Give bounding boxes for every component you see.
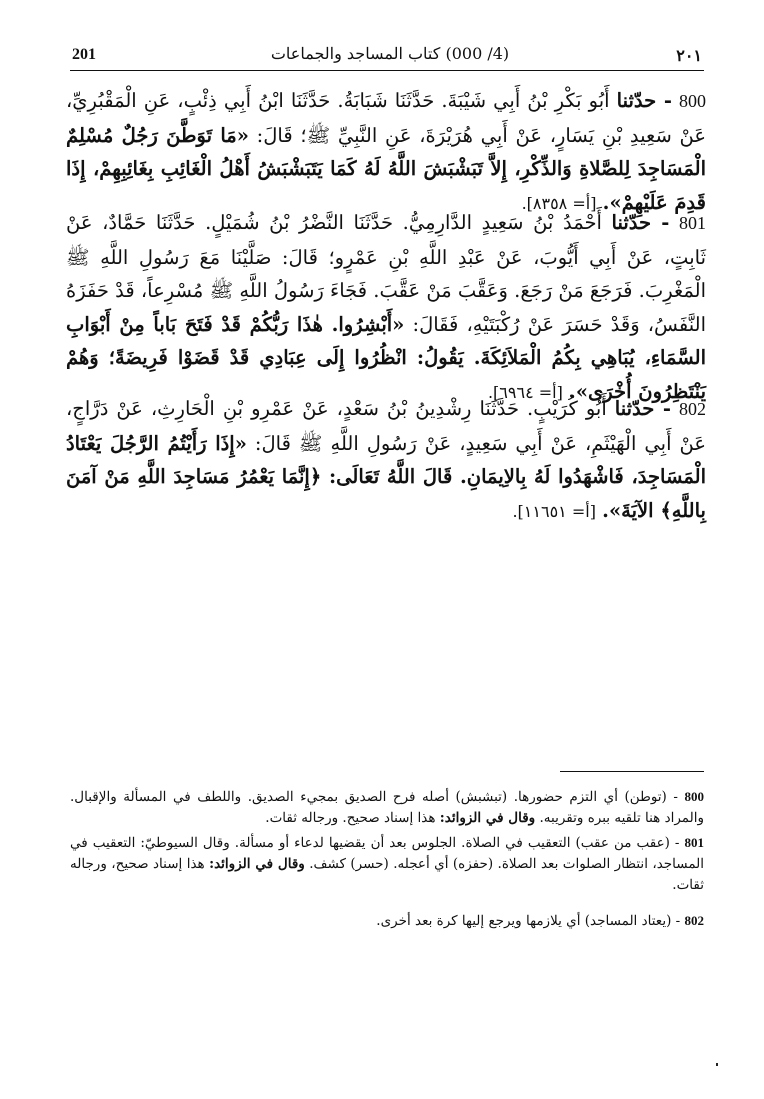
page-header <box>70 40 704 71</box>
hadith-800 <box>66 84 706 220</box>
hadith-801 <box>66 206 706 409</box>
hadith-number: 800 <box>679 91 706 111</box>
hadith-number: 802 <box>678 399 706 419</box>
footnote-zawaid-text: هذا إسناد صحيح. ورجاله ثقات. <box>265 810 436 826</box>
footnote-text: - (توطن) أي التزم حضورها. (تبشبش) أصله فرح الصديق بمجيء الصديق. واللطف في المسألة والإقبال. والمراد هنا تلقيه ببره وتقريبه. <box>70 789 704 826</box>
footnote-number: 800 <box>684 789 705 804</box>
scan-speck <box>716 1063 718 1066</box>
hadith-lead: - حدّثنا <box>614 397 671 420</box>
hadith-matn: «مَا تَوَطَّنَ رَجُلٌ مُسْلِمٌ الْمَسَاجِدَ لِلصَّلاةِ وَالذِّكْرِ، إِلاَّ تَبَشْبَشَ اللَّهُ لَهُ كَمَا يَتَبَشْبَشُ أَهْلُ الْغَائِبِ بِغَائِبِهِمْ، إِذَا قَدِمَ عَلَيْهِمْ». <box>66 123 706 214</box>
hadith-number: 801 <box>679 213 706 233</box>
footnote-text: - (يعتاد المساجد) أي يلازمها ويرجع إليها كرة بعد أخرى. <box>376 913 681 929</box>
running-title: (4/ 000) كتاب المساجد والجماعات <box>270 44 510 63</box>
hadith-lead: - حدّثنا <box>611 211 670 234</box>
footnote-zawaid-text: هذا إسناد صحيح، ورجاله ثقات. <box>70 856 704 893</box>
hadith-isnad: أَبُو بَكْرِ بْنُ أَبِي شَيْبَةَ. حَدَّثَنَا شَبَابَةُ. حَدَّثَنَا ابْنُ أَبِي ذِئْبٍ، عَنِ الْمَقْبُرِيِّ، عَنْ سَعِيدِ بْنِ يَسَارٍ، عَنْ أَبِي هُرَيْرَةَ، عَنِ النَّبِيِّ ﷺ؛ قَالَ: <box>66 89 706 147</box>
hadith-reference: [أ= ٨٣٥٨]. <box>521 193 597 213</box>
footnote-802 <box>70 910 704 932</box>
hadith-isnad: أَحْمَدُ بْنُ سَعِيدٍ الدَّارِمِيُّ. حَدَّثَنَا النَّضْرُ بْنُ شُمَيْلٍ. حَدَّثَنَا حَمَّادٌ، عَنْ ثَابِتٍ، عَنْ أَبِي أَيُّوبَ، عَنْ عَبْدِ اللَّهِ بْنِ عَمْرٍو؛ قَالَ: صَلَّيْنَا مَعَ رَسُولِ اللَّهِ ﷺ الْمَغْرِبَ. فَرَجَعَ مَنْ رَجَعَ. وَعَقَّبَ مَنْ عَقَّبَ. فَجَاءَ رَسُولُ اللَّهِ ﷺ مُسْرِعاً، قَدْ حَفَزَهُ النَّفَسُ، وَقَدْ حَسَرَ عَنْ رُكْبَتَيْهِ، فَقَالَ: <box>66 211 706 336</box>
footnote-801 <box>70 832 704 896</box>
hadith-matn: «إِذَا رَأَيْتُمُ الرَّجُلَ يَعْتَادُ الْمَسَاجِدَ، فَاشْهَدُوا لَهُ بِالاِيمَانِ. قَالَ اللَّهُ تَعَالَى: ﴿إِنَّمَا يَعْمُرُ مَسَاجِدَ اللَّهِ مَنْ آمَنَ بِاللَّهِ﴾ الآيَةَ». <box>66 431 706 522</box>
hadith-matn: «أَبْشِرُوا. هٰذَا رَبُّكُمْ قَدْ فَتَحَ بَاباً مِنْ أَبْوَابِ السَّمَاءِ، يُبَاهِي بِكُمُ الْمَلاَئِكَةَ. يَقُولُ: انْظُرُوا إِلَى عِبَادِي قَدْ قَضَوْا فَرِيضَةً؛ وَهُمْ يَنْتَظِرُونَ أُخْرَى». <box>66 312 706 403</box>
hadith-802 <box>66 392 706 528</box>
footnote-text: - (عقب من عقب) التعقيب في الصلاة. الجلوس بعد أن يقضيها لدعاء أو مسألة. وقال السيوطيّ: التعقيب في المساجد، انتظار الصلوات بعد الصلاة. (حفزه) أي أعجله. (حسر) كشف. <box>70 835 704 872</box>
hadith-reference: [أ= ١١٦٥١]. <box>512 501 596 521</box>
page-number-latin: 201 <box>72 46 96 63</box>
hadith-reference: [أ= ٦٩٦٤]. <box>487 382 563 402</box>
footnote-zawaid-label: وقال في الزوائد: <box>439 810 536 826</box>
page-number-arabic: ٢٠١ <box>676 46 702 65</box>
footnote-number: 802 <box>684 913 704 928</box>
hadith-lead: - حدّثنا <box>616 89 672 112</box>
hadith-isnad: أَبُو كُرَيْبٍ. حَدَّثَنَا رِشْدِينُ بْنُ سَعْدٍ، عَنْ عَمْرِو بْنِ الْحَارِثِ، عَنْ دَرَّاجٍ، عَنْ أَبِي الْهَيْثَمِ، عَنْ أَبِي سَعِيدٍ، عَنْ رَسُولِ اللَّهِ ﷺ قَالَ: <box>66 397 706 455</box>
footnote-divider <box>560 771 704 772</box>
footnote-number: 801 <box>684 835 705 850</box>
footnote-800 <box>70 786 704 829</box>
footnote-zawaid-label: وقال في الزوائد: <box>209 856 305 872</box>
